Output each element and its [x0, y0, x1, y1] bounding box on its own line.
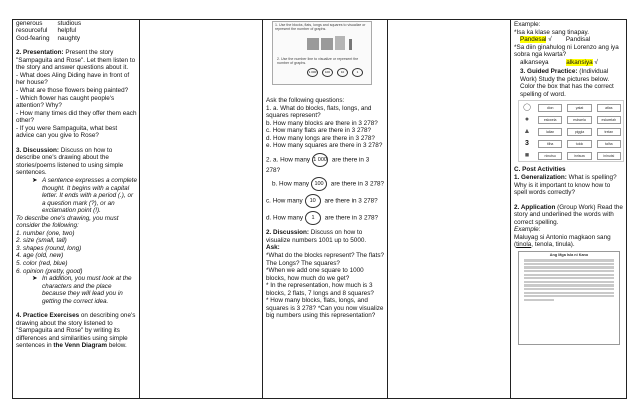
story-line [524, 277, 614, 279]
badge: 10 [337, 68, 348, 77]
question-text: are there in 3 278? [324, 198, 378, 206]
badge-1: 1 [305, 211, 321, 225]
exercise-row [521, 151, 621, 160]
word-box: eskwela [538, 116, 562, 124]
question: - What are those flowers being painted? [16, 86, 129, 94]
badge-1000: 1 000 [312, 153, 328, 167]
example-label: Example: [514, 21, 541, 28]
practice-text: on describing one's drawing about the story listened to "Sampaguita and Rose" by writing its differences and similarities using simple sentences in [16, 312, 136, 350]
story-line [524, 266, 614, 268]
question: c. How many flats are there in 3 278? [266, 127, 372, 135]
practice-heading: 4. Practice Exercises [16, 312, 80, 320]
application-example [514, 234, 624, 249]
example-line: *Isa ka klase sang tinapay. [514, 28, 589, 36]
word-box: yatat [567, 104, 591, 112]
example-choices [514, 59, 624, 67]
illustration-caption: 2. Use the number line to visualize or represent the number of graphs. [277, 57, 359, 66]
practice-paragraph [16, 312, 137, 350]
badge: 1 000 [307, 68, 318, 77]
picture-icon: ◯ [523, 103, 531, 111]
picture-icon: ● [524, 115, 530, 123]
words-table [16, 20, 89, 42]
discussion-paragraph [266, 229, 385, 244]
generalization-text: What is spelling? Why is it important to know how to spell words correctly? [514, 174, 617, 197]
generalization-heading: 1. Generalization: [514, 174, 567, 182]
discussion-heading: 2. Discussion: [266, 229, 310, 237]
example-choices [514, 36, 624, 44]
column-empty-2 [388, 20, 511, 399]
discussion-text: Discuss on how to describe one's drawing about the stories/poems listened to using simple sentences. [16, 146, 124, 177]
word-cell: studious [57, 20, 82, 27]
discussion-paragraph [16, 147, 137, 177]
column-math [263, 20, 388, 399]
illustration-caption: 1. Use the blocks, flats, longs and squares to visualize or represent the number of graphs. [275, 23, 366, 32]
check-icon: √ [594, 58, 598, 66]
question: - If you were Sampaguita, what best advice can you give to Rose? [16, 124, 118, 140]
example-text: , tenola, tinula). [531, 241, 575, 249]
question-badge [266, 211, 385, 225]
ask-line: * In the representation, how much is 3 blocks, 2 flats, 7 longs and 8 squares? [266, 282, 374, 297]
question: - What does Aling Diding have in front of her house? [16, 71, 130, 87]
word-box: dion [538, 104, 562, 112]
word-cell: naughty [57, 34, 81, 42]
word-box: tilha [538, 140, 562, 148]
consideration-item: 3. shapes (round, long) [16, 244, 82, 252]
exercise-row [521, 115, 621, 124]
story-line [524, 295, 614, 297]
application-heading: 2. Application [514, 203, 556, 211]
column-filipino [511, 20, 627, 399]
consideration-item: 4. age (old, new) [16, 252, 64, 260]
question-text: c. How many [266, 198, 303, 206]
word-box: atlas [597, 104, 621, 112]
badge-100: 100 [311, 177, 327, 191]
arrow-bullet-icon: ➤ [32, 176, 38, 184]
presentation-text: Present the story "Sampaguita and Rose". Let them listen to the story and answer questions about it. [16, 49, 136, 72]
guided-paragraph [514, 68, 624, 98]
question: d. How many longs are there in 3 278? [266, 134, 375, 142]
question: - Which flower has caught people's attention? Why? [16, 94, 115, 110]
word-box: piggla [567, 128, 591, 136]
post-activities-heading: C. Post Activities [514, 166, 566, 174]
story-line [524, 284, 614, 286]
word-box: eskwelah [597, 116, 621, 124]
story-line [524, 299, 554, 301]
question: b. How many blocks are there in 3 278? [266, 119, 378, 127]
question-text: are there in 3 278? [266, 156, 370, 174]
highlighted-choice: alkansiya [566, 58, 593, 66]
ask-label: Ask: [266, 244, 280, 252]
practice-text-end: below. [106, 342, 127, 350]
word-box: inrisuw [567, 152, 591, 160]
exercise-row [521, 103, 621, 112]
story-image [518, 251, 620, 345]
bullet-text: A sentence expresses a complete thought. It begins with a capital letter. It ends with a period (.), or a question mark (?), or an exclamation point (!). [42, 176, 137, 215]
guided-heading: 3. Guided Practice: [520, 68, 578, 76]
question-text: are there in 3 278? [324, 215, 379, 223]
question-text: 2. a. How many [266, 156, 311, 164]
ask-intro: Ask the following questions: [266, 97, 345, 104]
consideration-item: 5. color (red, blue) [16, 259, 68, 267]
word-box: lalian [538, 128, 562, 136]
bullet-item [16, 275, 137, 305]
badge: 1 [352, 68, 363, 77]
bullet-item [16, 177, 137, 215]
consideration-item: 2. size (small, tall) [16, 237, 67, 245]
story-line [524, 292, 614, 294]
question-badge [266, 194, 385, 208]
question: 1. a. What do blocks, flats, longs, and squares represent? [266, 104, 372, 120]
story-line [524, 259, 614, 261]
story-line [524, 288, 614, 290]
guided-text: (Individual Work) Study the pictures below. Color the box that has the correct spelling of word. [520, 68, 614, 98]
story-line [524, 281, 614, 283]
application-text: (Group Work) Read the story and underlined the words with correct spelling. [514, 203, 623, 226]
bullet-text: In addition, you must look at the characters and the place because they will lead you in getting the correct idea. [42, 275, 132, 305]
word-box: ininutsi [597, 152, 621, 160]
badge: 100 [322, 68, 333, 77]
word-box: trelan [597, 128, 621, 136]
choice: alkanseya [520, 58, 549, 66]
word-box: ninutsu [538, 152, 562, 160]
check-icon: √ [548, 36, 552, 44]
picture-icon: ▲ [523, 127, 531, 135]
arrow-bullet-icon: ➤ [32, 275, 38, 283]
picture-icon: ■ [524, 151, 530, 159]
blocks-illustration [272, 21, 372, 85]
word-cell: God-fearing [16, 34, 50, 42]
column-empty-1 [140, 20, 263, 399]
presentation-paragraph [16, 49, 137, 72]
question-text: d. How many [266, 215, 304, 223]
example-line: *Sa diin ginahulog ni Lorenzo ang iya sobra nga kwarta? [514, 43, 619, 59]
number-three-icon: 3 [525, 139, 529, 147]
story-line [524, 270, 614, 272]
word-cell: helpful [57, 27, 77, 35]
word-cell: generous [16, 20, 43, 27]
question: - How many times did they offer them each other? [16, 109, 137, 125]
ask-line: *What do the blocks represent? The flats? The Longs? The squares? [266, 252, 385, 267]
question-text: are there in 3 278? [330, 181, 385, 189]
word-box: talha [597, 140, 621, 148]
venn-diagram-label: the Venn Diagram [53, 342, 107, 350]
long-shape [349, 39, 352, 50]
column-english [13, 20, 140, 399]
number-badges [305, 68, 365, 77]
question-badge [266, 153, 385, 175]
consideration-item: 1. number (one, two) [16, 229, 75, 237]
spelling-exercise-image [518, 100, 624, 162]
exercise-row [521, 139, 621, 148]
describe-intro: To describe one's drawing, you must consider the following: [16, 214, 119, 230]
ask-line: *When we add one square to 1000 blocks, how much do we get? [266, 267, 364, 282]
example-text: Maluyag si Antonio magkaon sang ( [514, 233, 611, 249]
story-line [524, 274, 614, 276]
question-text: b. How many [272, 181, 310, 189]
discussion-heading: 3. Discussion: [16, 146, 60, 154]
exercise-row [521, 127, 621, 136]
word-box: eskwela [567, 116, 591, 124]
application-paragraph [514, 204, 624, 227]
lesson-plan-table [12, 19, 627, 399]
underlined-word: tinola [516, 241, 532, 249]
flat-shape [335, 36, 345, 50]
story-title: Ang Mga Isla ni Kano [549, 252, 589, 257]
word-cell: resourceful [16, 27, 48, 35]
choice: Pandisal [565, 36, 591, 44]
application-example-label: Example: [514, 226, 541, 234]
consideration-item: 6. opinion (pretty, good) [16, 267, 83, 275]
presentation-heading: 2. Presentation: [16, 49, 64, 57]
story-line [524, 263, 614, 265]
word-box: tulok [567, 140, 591, 148]
ask-line: * How many blocks, flats, longs, and squares is 3 278? *Can you now visualize big numbers using this representation? [266, 297, 384, 320]
block-shape [307, 38, 319, 50]
question-badge [266, 177, 385, 191]
block-shape [321, 38, 333, 50]
badge-10: 10 [305, 194, 321, 208]
generalization-paragraph [514, 174, 624, 197]
highlighted-choice: Pandesal [520, 36, 547, 44]
discussion-text: Discuss on how to visualize numbers 1001 up to 5000. [266, 229, 367, 244]
question: e. How many squares are there in 3 278? [266, 142, 383, 150]
